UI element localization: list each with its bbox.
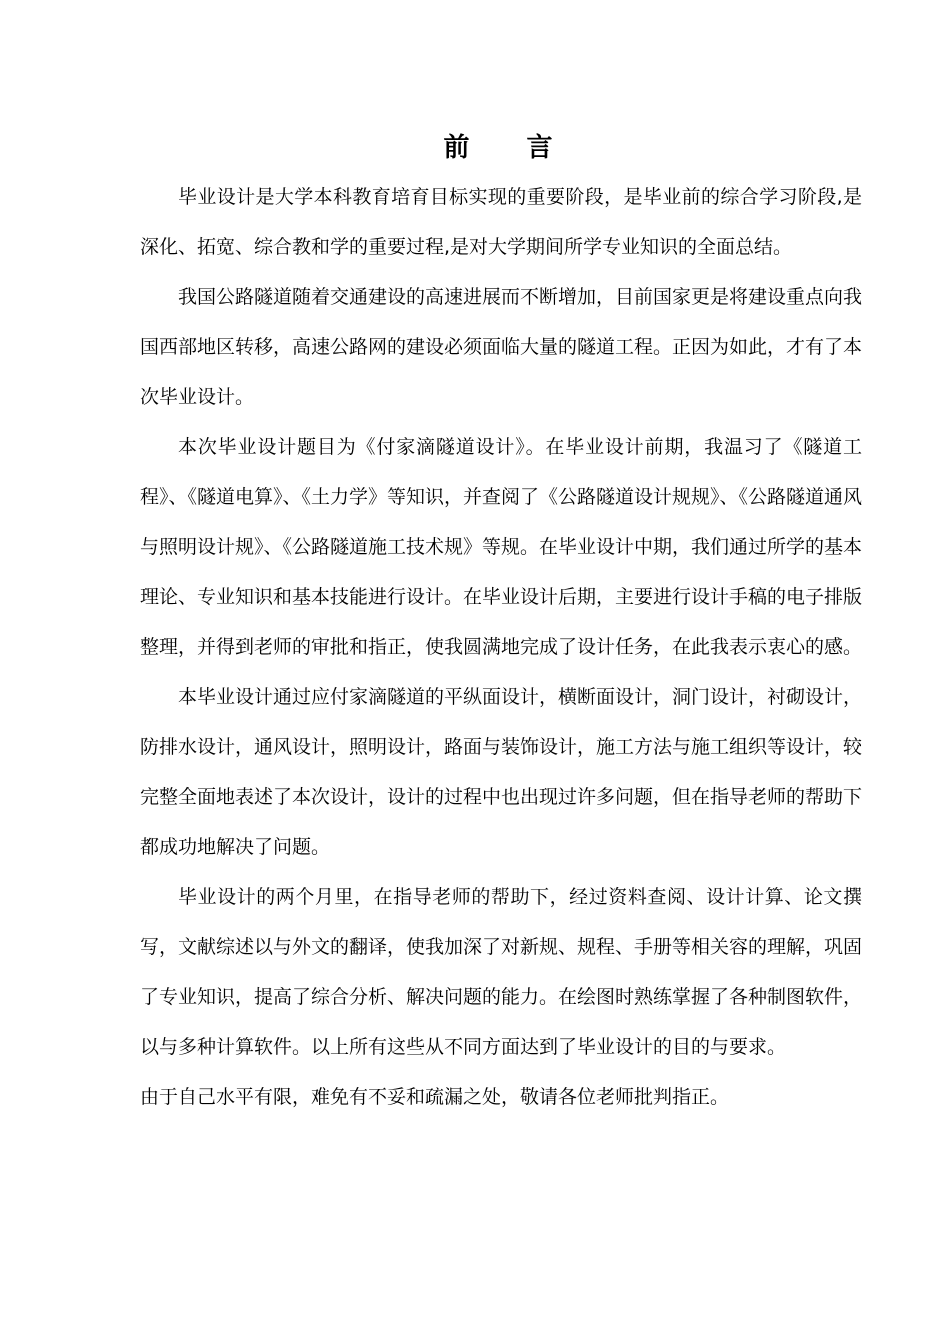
paragraph-4: 本毕业设计通过应付家滴隧道的平纵面设计，横断面设计，洞门设计，衬砌设计，防排水设计，通风设计，照明设计，路面与装饰设计，施工方法与施工组织等设计，较完整全面地表述了本次设计，设计的过程中也出现过许多问题，但在指导老师的帮助下都成功地解决了问题。 bbox=[140, 686, 863, 858]
paragraph-3: 本次毕业设计题目为《付家滴隧道设计》。在毕业设计前期，我温习了《隧道工程》、《隧道电算》、《土力学》等知识，并查阅了《公路隧道设计规规》、《公路隧道通风与照明设计规》、《公路隧道施工技术规》等规。在毕业设计中期，我们通过所学的基本理论、专业知识和基本技能进行设计。在毕业设计后期，主要进行设计手稿的电子排版整理，并得到老师的审批和指正，使我圆满地完成了设计任务，在此我表示衷心的感。 bbox=[140, 436, 863, 658]
paragraph-1: 毕业设计是大学本科教育培育目标实现的重要阶段，是毕业前的综合学习阶段,是深化、拓宽、综合教和学的重要过程,是对大学期间所学专业知识的全面总结。 bbox=[140, 186, 862, 258]
preface-body bbox=[140, 172, 862, 1122]
paragraph-2: 我国公路隧道随着交通建设的高速进展而不断增加，目前国家更是将建设重点向我国西部地区转移，高速公路网的建设必须面临大量的隧道工程。正因为如此，才有了本次毕业设计。 bbox=[140, 286, 863, 408]
paragraph-6: 由于自己水平有限，难免有不妥和疏漏之处，敬请各位老师批判指正。 bbox=[140, 1086, 730, 1108]
page-title: 前 言 bbox=[443, 133, 577, 163]
paragraph-5: 毕业设计的两个月里，在指导老师的帮助下，经过资料查阅、设计计算、论文撰写，文献综述以与外文的翻译，使我加深了对新规、规程、手册等相关容的理解，巩固了专业知识，提高了综合分析、解决问题的能力。在绘图时熟练掌握了各种制图软件，以与多种计算软件。以上所有这些从不同方面达到了毕业设计的目的与要求。 bbox=[140, 886, 863, 1058]
